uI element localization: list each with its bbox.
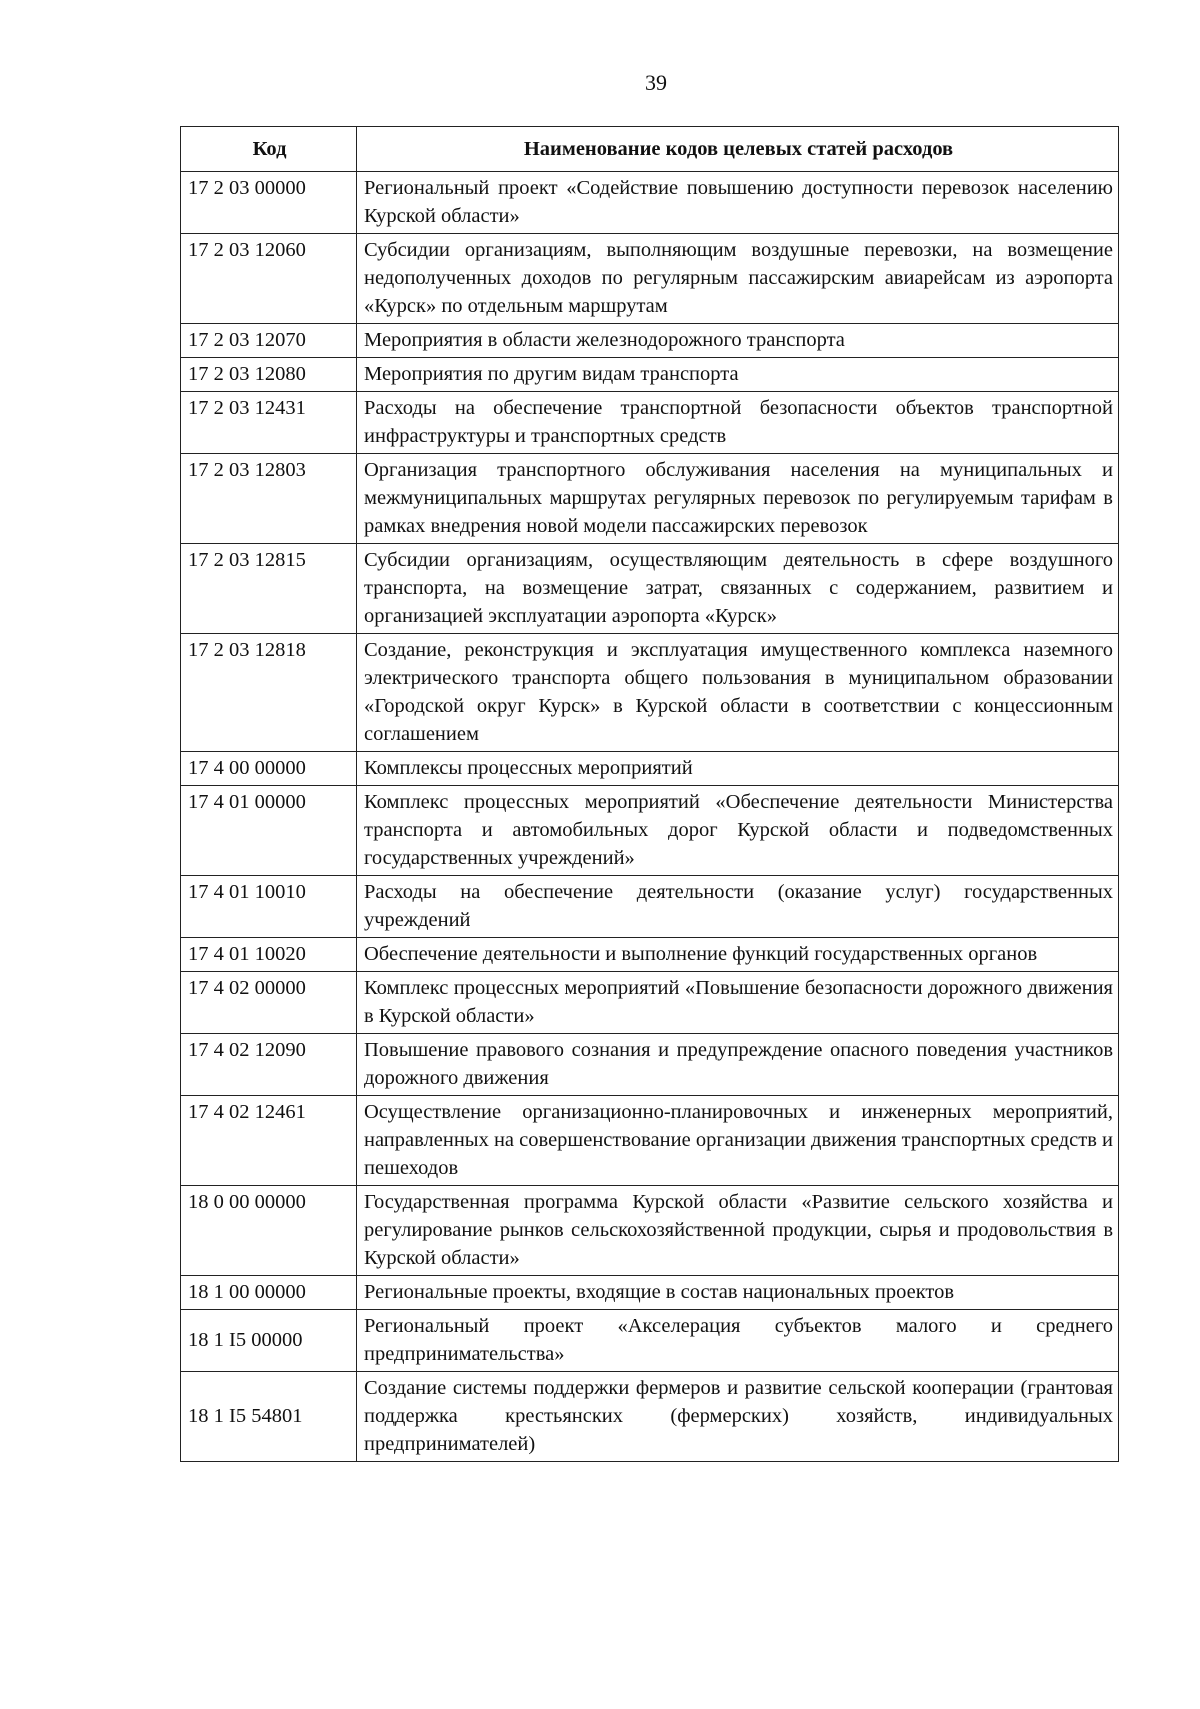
table-row — [181, 172, 1119, 234]
table-row — [181, 1096, 1119, 1186]
table-header-row — [181, 127, 1119, 172]
table-row — [181, 1276, 1119, 1310]
table-row — [181, 1034, 1119, 1096]
table-row — [181, 454, 1119, 544]
table-row — [181, 324, 1119, 358]
row-name: Создание системы поддержки фермеров и развитие сельской кооперации (грантовая поддержка крестьянских (фермерских) хозяйств, индивидуальных предпринимателей) — [357, 1372, 1119, 1462]
row-code: 18 1 00 00000 — [181, 1276, 357, 1310]
table-row — [181, 544, 1119, 634]
code-column-header: Код — [181, 127, 357, 172]
row-name: Организация транспортного обслуживания населения на муниципальных и межмуниципальных маршрутах регулярных перевозок по регулируемым тарифам в рамках внедрения новой модели пассажирских перевозок — [357, 454, 1119, 544]
table-row — [181, 1186, 1119, 1276]
row-code: 17 2 03 12070 — [181, 324, 357, 358]
row-name: Расходы на обеспечение деятельности (оказание услуг) государственных учреждений — [357, 876, 1119, 938]
row-code: 18 0 00 00000 — [181, 1186, 357, 1276]
row-name: Региональный проект «Акселерация субъектов малого и среднего предпринимательства» — [357, 1310, 1119, 1372]
table-row — [181, 1310, 1119, 1372]
table-row — [181, 634, 1119, 752]
row-name: Создание, реконструкция и эксплуатация имущественного комплекса наземного электрического транспорта общего пользования в муниципальном образовании «Городской округ Курск» в Курской области в соответствии с концессионным соглашением — [357, 634, 1119, 752]
row-code: 17 2 03 12080 — [181, 358, 357, 392]
row-code: 17 4 02 12090 — [181, 1034, 357, 1096]
row-code: 18 1 I5 00000 — [181, 1310, 357, 1372]
row-name: Мероприятия в области железнодорожного транспорта — [357, 324, 1119, 358]
table-row — [181, 786, 1119, 876]
row-code: 18 1 I5 54801 — [181, 1372, 357, 1462]
table-row — [181, 752, 1119, 786]
row-code: 17 4 01 10010 — [181, 876, 357, 938]
row-code: 17 2 03 12818 — [181, 634, 357, 752]
table-row — [181, 1372, 1119, 1462]
table-row — [181, 358, 1119, 392]
row-code: 17 2 03 12803 — [181, 454, 357, 544]
target-expense-codes-table — [180, 126, 1119, 1462]
row-name: Обеспечение деятельности и выполнение функций государственных органов — [357, 938, 1119, 972]
row-code: 17 2 03 00000 — [181, 172, 357, 234]
row-name: Комплекс процессных мероприятий «Повышение безопасности дорожного движения в Курской области» — [357, 972, 1119, 1034]
row-name: Расходы на обеспечение транспортной безопасности объектов транспортной инфраструктуры и транспортных средств — [357, 392, 1119, 454]
row-code: 17 4 02 12461 — [181, 1096, 357, 1186]
row-name: Повышение правового сознания и предупреждение опасного поведения участников дорожного движения — [357, 1034, 1119, 1096]
row-name: Субсидии организациям, выполняющим воздушные перевозки, на возмещение недополученных доходов по регулярным пассажирским авиарейсам из аэропорта «Курск» по отдельным маршрутам — [357, 234, 1119, 324]
page-number: 39 — [645, 70, 667, 95]
row-name: Мероприятия по другим видам транспорта — [357, 358, 1119, 392]
row-name: Субсидии организациям, осуществляющим деятельность в сфере воздушного транспорта, на возмещение затрат, связанных с содержанием, развитием и организацией эксплуатации аэропорта «Курск» — [357, 544, 1119, 634]
row-code: 17 2 03 12431 — [181, 392, 357, 454]
row-code: 17 4 02 00000 — [181, 972, 357, 1034]
row-name: Региональный проект «Содействие повышению доступности перевозок населению Курской области» — [357, 172, 1119, 234]
table-row — [181, 234, 1119, 324]
row-name: Комплексы процессных мероприятий — [357, 752, 1119, 786]
row-name: Комплекс процессных мероприятий «Обеспечение деятельности Министерства транспорта и автомобильных дорог Курской области и подведомственных государственных учреждений» — [357, 786, 1119, 876]
table-row — [181, 876, 1119, 938]
row-name: Региональные проекты, входящие в состав национальных проектов — [357, 1276, 1119, 1310]
row-code: 17 4 01 00000 — [181, 786, 357, 876]
table-row — [181, 392, 1119, 454]
row-code: 17 2 03 12060 — [181, 234, 357, 324]
name-column-header: Наименование кодов целевых статей расходов — [357, 127, 1119, 172]
row-code: 17 2 03 12815 — [181, 544, 357, 634]
table-row — [181, 972, 1119, 1034]
row-code: 17 4 00 00000 — [181, 752, 357, 786]
row-name: Осуществление организационно-планировочных и инженерных мероприятий, направленных на совершенствование организации движения транспортных средств и пешеходов — [357, 1096, 1119, 1186]
row-name: Государственная программа Курской области «Развитие сельского хозяйства и регулирование рынков сельскохозяйственной продукции, сырья и продовольствия в Курской области» — [357, 1186, 1119, 1276]
table-row — [181, 938, 1119, 972]
row-code: 17 4 01 10020 — [181, 938, 357, 972]
